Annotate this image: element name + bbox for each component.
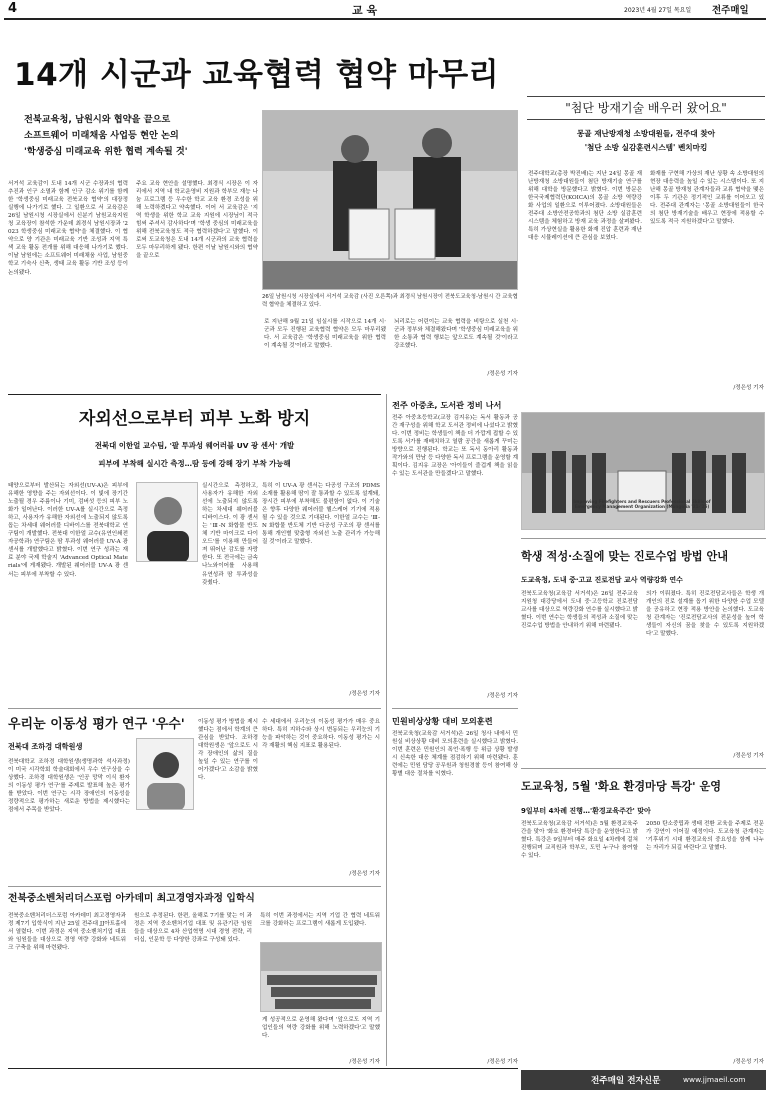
main-photo [262,110,518,290]
main-photo-caption: 26일 남원시청 시장실에서 서거석 교육감 (사진 오른쪽)과 최경식 남원시장이 전북도교육청-남원시 간 교육협력 협약을 체결하고 있다. [262,294,518,308]
career-byline: /정은성 기자 [733,753,764,759]
eco-body-col1: 전북도교육청(교육감 서거석)은 5월 환경교육주간을 맞아 '화요 환경마당 특강'을 운영한다고 밝혔다. 특강은 9일부터 매주 화요일 4차례에 걸쳐 진행되며 교직원과 학부모, 도민 누구나 참여할 수 있다. [521,821,638,860]
skin-top-rule [8,394,381,395]
eye-kicker: 전북대 조하경 대학원생 [8,742,83,751]
issue-date: 2023년 4월 27일 목요일 [624,7,692,14]
firefighter-body-col2: 화재를 구현해 가상의 재난 상황 속 소방대원의 현장 대응력을 높일 수 있는 시스템이다. 또 지난해 몽골 방재청 관계자들과 교류 협약을 맺은 이후 두 기관은 정기적인 교류를 이어오고 있다. 전주대 관계자는 '몽골 소방대원들이 한국의 첨단 방재기술을 배우고 현장에 적용할 수 있도록 적극 지원하겠다'고 말했다. [650,171,764,226]
main-subhead-1: 전북교육청, 남원시와 협약을 끝으로 [24,114,171,125]
page-number: 4 [8,1,18,16]
ssl-body-col3: 특히 이번 과정에서는 지역 기업 간 협력 네트워크를 강화하는 프로그램이 새롭게 도입됐다. [260,913,380,928]
eye-body-col2: 이동성 평가 방법을 제시했다는 점에서 학계의 큰 관심을 받았다. 조하경 대학원생은 '앞으로도 시각 장애인의 삶의 질을 높일 수 있는 연구를 이어가겠다'고 소감을 밝혔다. [198,719,258,782]
ssl-body-col2: 원으로 추정된다. 한편, 올해로 7기를 맞는 이 과정은 지역 중소벤처기업 대표 및 유관기관 임원들을 대상으로 4차 산업혁명 시대 경영 전략, 리더십, 인문학 등 다양한 강좌로 구성돼 있다. [134,913,252,944]
skin-byline: /정은성 기자 [349,691,380,697]
skin-body-col1: 태양으로부터 발산되는 자외선(UV-A)은 피부에 유해한 영향을 주는 자외선이다. 이 빛에 장기간 노출될 경우 주름이나 기미, 검버섯 등의 피부 노화가 일어난다. 이러한 UV-A를 실시간으로 측정하고, 사용자가 유해한 자외선에 노출되지 않도록 돕는 차세대 웨어러블 디바이스를 전북대학교 연구팀이 개발했다. 전북대 이한얼 교수(유연인쇄전자공학과) 연구팀은 땀 투과성 웨어러블 UV-A 광 센서를 개발했다고 밝혔다. 이번 연구 성과는 재료 분야 국제 학술지 'Advanced Optical Materials'에 게재됐다. 개발된 웨어러블 UV-A 광 센서는 피부에 부착할 수 있다. [8,483,128,578]
section-name: 교 육 [352,4,378,17]
main-headline: 14개 시군과 교육협력 협약 마무리 [14,57,500,93]
ceremony-group-photo-icon [261,943,382,1012]
career-top-rule [521,538,766,539]
skin-headline: 자외선으로부터 피부 노화 방지 [78,409,311,429]
career-body-col2: 의가 이뤄졌다. 특히 진로전담교사들은 학생 개개인의 진로 설계를 돕기 위한 다양한 수업 모델을 공유하고 현장 적용 방안을 논의했다. 도교육청 관계자는 '진로전담교사의 전문성을 높여 학생들이 자신의 꿈을 찾을 수 있도록 지원하겠다'고 말했다. [646,591,764,638]
footer-url[interactable]: www.jjmaeil.com [683,1075,746,1084]
skin-body-col2: 실시간으로 측정하고, 사용자가 유해한 자외선에 노출되지 않도록 하는 차세대 웨어러블 디바이스다. 이 광 센서는 'Ⅲ-N 화합물 반도체 기반 마이크로 다이오드'를 이용해 만들어져 뛰어난 감도를 자랑한다. 또 전극에는 금속 나노와이어를 사용해 유연성과 땀 투과성을 갖췄다. [202,483,258,586]
civil-top-rule [392,708,518,709]
ssl-headline: 전북중소벤처리더스포럼 아카데미 최고경영자과정 입학식 [8,893,255,904]
student-portrait-icon [137,739,194,810]
eye-body-col3: 수 세대에서 우리눈의 이동성 평가가 매우 중요하다. 특히 지하수와 상시 변동되는 우리눈의 기능을 파악하는 것이 중요하다. 이동성 평가는 시각 재활의 핵심 지표로 활용된다. [262,719,380,750]
main-subheads [24,112,264,160]
career-headline: 학생 적성·소질에 맞는 진로수업 방법 안내 [521,549,729,563]
firefighter-headline: "첨단 방재기술 배우러 왔어요" [565,101,727,115]
ssl-body-col4: 게 성공적으로 운영해 왔다며 '앞으로도 지역 기업인들의 역량 강화를 위해 노력하겠다'고 말했다. [262,1017,380,1040]
skin-sub-1: 전북대 이한얼 교수팀, '팔 투과성 웨어러블 UV 광 센서' 개발 [94,441,295,450]
firefighter-sub-2: '첨단 소방 실감훈련시스템' 벤치마킹 [584,143,708,152]
civil-headline: 민원비상상황 대비 모의훈련 [392,716,493,726]
firefighter-photo [521,412,765,530]
firefighter-body-col1: 전주대학교(총장 박진배)는 지난 24일 몽골 재난방재청 소방대원들이 첨단 방재기술 연구를 위해 대학을 방문했다고 밝혔다. 이번 방문은 한국국제협력단(KOICA)의 몽골 소방 역량강화 사업의 일환으로 이루어졌다. 소방대원들은 전주대 소방안전공학과의 첨단 소방 실감훈련시스템을 체험하고 방재 교육 과정을 살펴봤다. 특히 가상현실을 활용한 화재 진압 훈련과 재난 대응 시뮬레이션에 큰 관심을 보였다. [528,171,642,242]
eco-top-rule [521,768,766,769]
eco-body-col2: 2050 탄소중립과 생태 전환 교육을 주제로 전문가 강연이 이어질 예정이다. 도교육청 관계자는 '기후위기 시대 환경교육의 중요성을 함께 나누는 자리가 되길 바란다'고 말했다. [646,821,764,852]
civil-byline: /정은성 기자 [487,1059,518,1065]
firefighter-byline: /정은성 기자 [733,385,764,391]
firefighter-banner-text: Improving Firefighters and Rescuers Professional Skills of Emergency Management Organization (Mongolia '21-'25) [573,499,711,509]
main-body-col3: 로 지난해 9월 21일 임실시를 시작으로 14개 시·군과 모두 진행된 교육협력 협약은 모두 마무리됐다. 서 교육감은 '학생중심 미래교육을 위한 협력이 계속될 것'이라고 말했다. [264,319,386,350]
main-body-col4: 뇌리로는 어린이는 교육 협력을 비탕으로 실천 시·군과 정부와 체결해왔다며 '학생중심 미래교육을 위한 소통과 협력 행보는 앞으로도 계속될 것'이라고 강조했다. [394,319,518,350]
ssl-byline: /정은성 기자 [349,1059,380,1065]
ssl-body-col1: 전북중소벤처리더스포럼 아카데미 최고경영자과정 제7기 입학식이 지난 25일 전주대 JJ아트홀에서 열렸다. 이번 과정은 지역 중소벤처기업 대표와 임원들을 대상으로 경영 역량 강화와 네트워크 구축을 위해 마련됐다. [8,913,126,952]
civil-body: 전북교육청(교육감 서거석)은 26일 청사 내에서 민원실 비상상황 대비 모의훈련을 실시했다고 밝혔다. 이번 훈련은 민원인의 폭언·폭행 등 위급 상황 발생 시 신속한 대응 체계를 점검하기 위해 마련됐다. 훈련에는 민원 담당 공무원과 청원경찰 등이 참여해 상황별 대응 절차를 익혔다. [392,731,518,778]
firefighter-sub-1: 몽골 재난방재청 소방대원들, 전주대 찾아 [576,129,716,138]
eye-top-rule [8,708,381,709]
skin-sub-2: 피부에 부착해 실시간 측정…땀 등에 강해 장기 부착 가능해 [98,459,291,468]
main-byline: /정은성 기자 [487,371,518,377]
library-body: 전주 아중초등학교(교장 김지유)는 독서 활동과 공간 재구성을 위해 학교 도서관 정비에 나섰다고 밝혔다. 이번 정비는 학생들이 책을 더 가깝게 접할 수 있도록 서가를 재배치하고 열람 공간을 새롭게 꾸미는 방향으로 진행된다. 학교는 또 독서 동아리 활동과 작가와의 만남 등 다양한 독서 프로그램을 운영할 계획이다. 김지유 교장은 '아이들이 즐겁게 책을 읽을 수 있는 도서관을 만들겠다'고 말했다. [392,415,518,478]
ssl-top-rule [8,886,381,887]
footer-banner [521,1070,766,1090]
main-subhead-2: 소프트웨어 미래채움 사업등 현안 논의 [24,130,179,141]
eco-headline: 도교육청, 5월 '화요 환경마당 특강' 운영 [521,779,722,793]
skin-person-photo [136,482,198,562]
library-byline: /정은성 기자 [487,693,518,699]
agreement-signing-photo-icon [263,111,518,290]
eye-person-photo [136,738,194,810]
footer-label: 전주매일 전자신문 [591,1076,661,1086]
mid-column-divider [386,394,387,1066]
paper-name: 전주매일 [712,5,749,16]
professor-portrait-icon [137,483,198,562]
eye-body-col1: 전북대학교 조하경 대학원생(생명과학 석사과정)이 미국 시각학회 학술대회에서 우수 연구상을 수상했다. 조하경 대학원생은 '인공 망막 이식 환자의 이동성 평가 연구'를 주제로 발표해 높은 평가를 받았다. 이번 연구는 시각 장애인의 이동성을 정량적으로 평가하는 새로운 방법을 제시했다는 점에서 주목을 받았다. [8,759,130,814]
career-body-col1: 전북도교육청(교육감 서거석)은 26일 전주교육지원청 대강당에서 도내 중·고등학교 진로전담 교사를 대상으로 역량강화 연수를 실시했다고 밝혔다. 이번 연수는 학생들의 적성과 소질에 맞는 진로수업 방법을 안내하기 위해 마련됐다. [521,591,638,630]
main-body-col1: 서거석 교육감이 도내 14개 시군 수장과의 협력 추진과 인구 소멸과 함께 인구 감소 위기를 함께한 '학생중심 미래교육 전북교육 협약'의 대장정 실행에 나가기로 했다. 그 일환으로 서 교육감은 26일 남원시청 시장실에서 신분기 남원교육지원청 교육장이 참석한 가운데 최경식 남원시장과 '2023 학생중심 미래교육 협약'을 체결했다. 이 협약으로 양 기관은 미래교육 기반 조성과 지역 특색 교육 활동 전개를 위해 대응해 나가기로 했다. 이날 남원에는 소프트웨어 미래채움 사업, 남원중학교 기숙사 신축, 생태 교육 활동 기반 조성 등이 논의됐다. [8,181,128,276]
eco-kicker: 9일부터 4차례 진행…'환경교육주간' 맞아 [521,807,651,815]
main-body-col2: 주요 교육 현안을 설명했다. 최경식 시장은 이 자리에서 지역 내 학교운영비 지원과 학부모 재능 나눔 프로그램 등 우수한 학교 교육 환경 조성을 위해 노력하겠다고 약속했다. 이어 서 교육감은 '지역 학생을 위한 학교 교육 지원에 시장님이 적극 힘써 주셔서 감사하다'며 '학생 중심의 미래교육을 위해 전북교육청도 적극 협력하겠다'고 말했다. 이로써 도교육청은 도내 14개 시군과의 교육 협력을 모두 마무리하게 됐다. 한편 이날 남원시와의 협약을 끝으로 [136,181,258,260]
career-kicker: 도교육청, 도내 중·고교 진로전담 교사 역량강화 연수 [521,576,683,584]
page-header [4,0,766,18]
skin-body-col3: 특히 이 UV-A 광 센서는 다공성 구조의 PDMS 소재를 활용해 땀이 잘 통과할 수 있도록 설계돼, 장시간 피부에 부착해도 불편함이 없다. 이 기술은 향후 다양한 웨어러블 헬스케어 기기에 적용될 수 있을 것으로 기대된다. 이한얼 교수는 'Ⅲ-N 화합물 반도체 기반 다공성 구조의 광 센서를 통해 개인별 맞춤형 자외선 노출 관리가 가능해질 것'이라고 말했다. [262,483,380,546]
eye-headline: 우리눈 이동성 평가 연구 '우수' [8,717,185,732]
library-headline: 전주 아중초, 도서관 정비 나서 [392,400,502,410]
eco-byline: /정은성 기자 [733,1059,764,1065]
main-subhead-3: '학생중심 미래교육 위한 협력 계속될 것' [24,146,188,157]
firefighters-group-photo-icon [522,413,765,530]
header-rule [4,18,766,20]
ssl-group-photo [260,942,382,1012]
firefighter-headline-box [527,96,765,120]
eye-byline: /정은성 기자 [349,871,380,877]
bottom-rule [8,1068,518,1069]
